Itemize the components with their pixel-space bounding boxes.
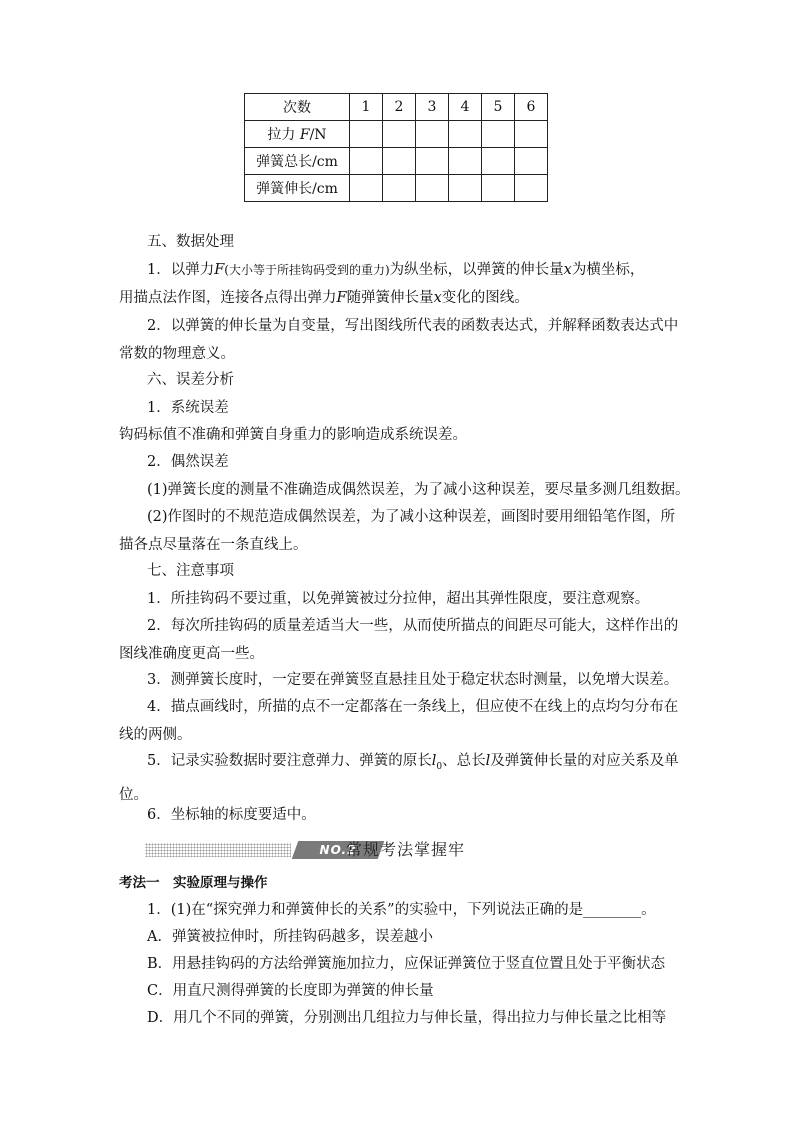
text-span: (大小等于所挂钩码受到的重力) [224, 263, 390, 277]
table-cell [383, 175, 416, 202]
table-cell [383, 148, 416, 175]
text-span: 变化的图线。 [441, 290, 529, 306]
table-cell [383, 121, 416, 148]
section-title-precautions: 七、注意事项 [147, 563, 234, 579]
table-cell [515, 175, 548, 202]
paragraph [119, 284, 529, 312]
table-cell [449, 121, 482, 148]
list-item [119, 747, 679, 809]
paragraph: (2)作图时的不规范造成偶然误差，为了减小这种误差，画图时要用细铅笔作图，所描各点尽量落在一条直线上。 [119, 509, 676, 553]
subheading: 1．系统误差 [147, 400, 229, 416]
text-span: 1．以弹力 [147, 262, 215, 278]
symbol-l: l [431, 753, 437, 769]
symbol-x: x [433, 290, 442, 306]
text-span: 5．记录实验数据时要注意弹力、弹簧的原长 [147, 753, 432, 769]
option-c: C．用直尺测得弹簧的长度即为弹簧的伸长量 [147, 983, 434, 999]
option-a: A．弹簧被拉伸时，所挂钩码越多，误差越小 [147, 929, 433, 945]
row-label-unit: /N [309, 127, 327, 143]
symbol-x: x [563, 262, 572, 278]
table-cell [449, 148, 482, 175]
table-row [245, 121, 548, 148]
text-span: 及弹簧伸长量的对应关系及单位。 [119, 753, 679, 803]
table-cell [482, 121, 515, 148]
row-label-text: 拉力 [267, 127, 300, 143]
symbol-F: F [214, 262, 225, 278]
table-header-cell: 4 [449, 94, 482, 121]
row-label-total-length: 弹簧总长/cm [245, 148, 350, 175]
list-item: 2．每次所挂钩码的质量差适当大一些，从而使所描点的间距尽可能大，这样作出的图线准确度更高一些。 [119, 618, 679, 662]
text-span: 、总长 [442, 753, 486, 769]
text-span: 为纵坐标，以弹簧的伸长量 [389, 262, 564, 278]
table-header-cell: 1 [350, 94, 383, 121]
list-item: 4．描点画线时，所描的点不一定都落在一条线上，但应使不在线上的点均匀分布在线的两侧。 [119, 699, 679, 743]
table-header-row [245, 94, 548, 121]
section-title-error-analysis: 六、误差分析 [147, 372, 234, 388]
table-cell [350, 175, 383, 202]
row-label-force [245, 121, 350, 148]
dotted-pattern [145, 843, 291, 857]
table-cell [515, 121, 548, 148]
section-banner [145, 839, 685, 861]
paragraph: 2．以弹簧的伸长量为自变量，写出图线所代表的函数表达式，并解释函数表达式中常数的物理意义。 [119, 318, 679, 362]
table-header-cell: 6 [515, 94, 548, 121]
subheading: 2．偶然误差 [147, 454, 229, 470]
symbol-l: l [485, 753, 491, 769]
text-span: 为横坐标， [571, 262, 645, 278]
subscript: 0 [436, 761, 443, 772]
section-title-data-processing: 五、数据处理 [147, 234, 234, 250]
table-header-cell: 次数 [245, 94, 350, 121]
table-cell [350, 148, 383, 175]
data-table [244, 93, 548, 202]
symbol-F: F [336, 290, 347, 306]
row-label-elongation: 弹簧伸长/cm [245, 175, 350, 202]
method-title: 考法一 实验原理与操作 [119, 875, 268, 891]
table-cell [482, 148, 515, 175]
row-label-symbol: F [299, 127, 310, 143]
question: 1．(1)在“探究弹力和弹簧伸长的关系”的实验中，下列说法正确的是________。 [147, 902, 656, 918]
list-item: 6．坐标轴的标度要适中。 [147, 807, 316, 823]
table-cell [350, 121, 383, 148]
list-item: 3．测弹簧长度时，一定要在弹簧竖直悬挂且处于稳定状态时测量，以免增大误差。 [147, 672, 679, 688]
paragraph: 钩码标值不准确和弹簧自身重力的影响造成系统误差。 [119, 427, 467, 443]
table-cell [515, 148, 548, 175]
banner-title: 常规考法掌握牢 [346, 840, 466, 859]
table-row [245, 148, 548, 175]
section-number-label: NO.2 [319, 843, 357, 857]
option-d: D．用几个不同的弹簧，分别测出几组拉力与伸长量，得出拉力与伸长量之比相等 [147, 1010, 667, 1026]
table-header-cell: 3 [416, 94, 449, 121]
paragraph [147, 256, 644, 284]
text-span: 用描点法作图，连接各点得出弹力 [119, 290, 337, 306]
text-span: 随弹簧伸长量 [346, 290, 434, 306]
table-cell [416, 121, 449, 148]
table-header-cell: 2 [383, 94, 416, 121]
table-cell [416, 175, 449, 202]
option-b: B．用悬挂钩码的方法给弹簧施加拉力，应保证弹簧位于竖直位置且处于平衡状态 [147, 956, 666, 972]
paragraph: (1)弹簧长度的测量不准确造成偶然误差，为了减小这种误差，要尽量多测几组数据。 [147, 482, 690, 498]
table-row [245, 175, 548, 202]
table-header-cell: 5 [482, 94, 515, 121]
table-cell [482, 175, 515, 202]
table-cell [449, 175, 482, 202]
table-cell [416, 148, 449, 175]
list-item: 1．所挂钩码不要过重，以免弹簧被过分拉伸，超出其弹性限度，要注意观察。 [147, 591, 650, 607]
